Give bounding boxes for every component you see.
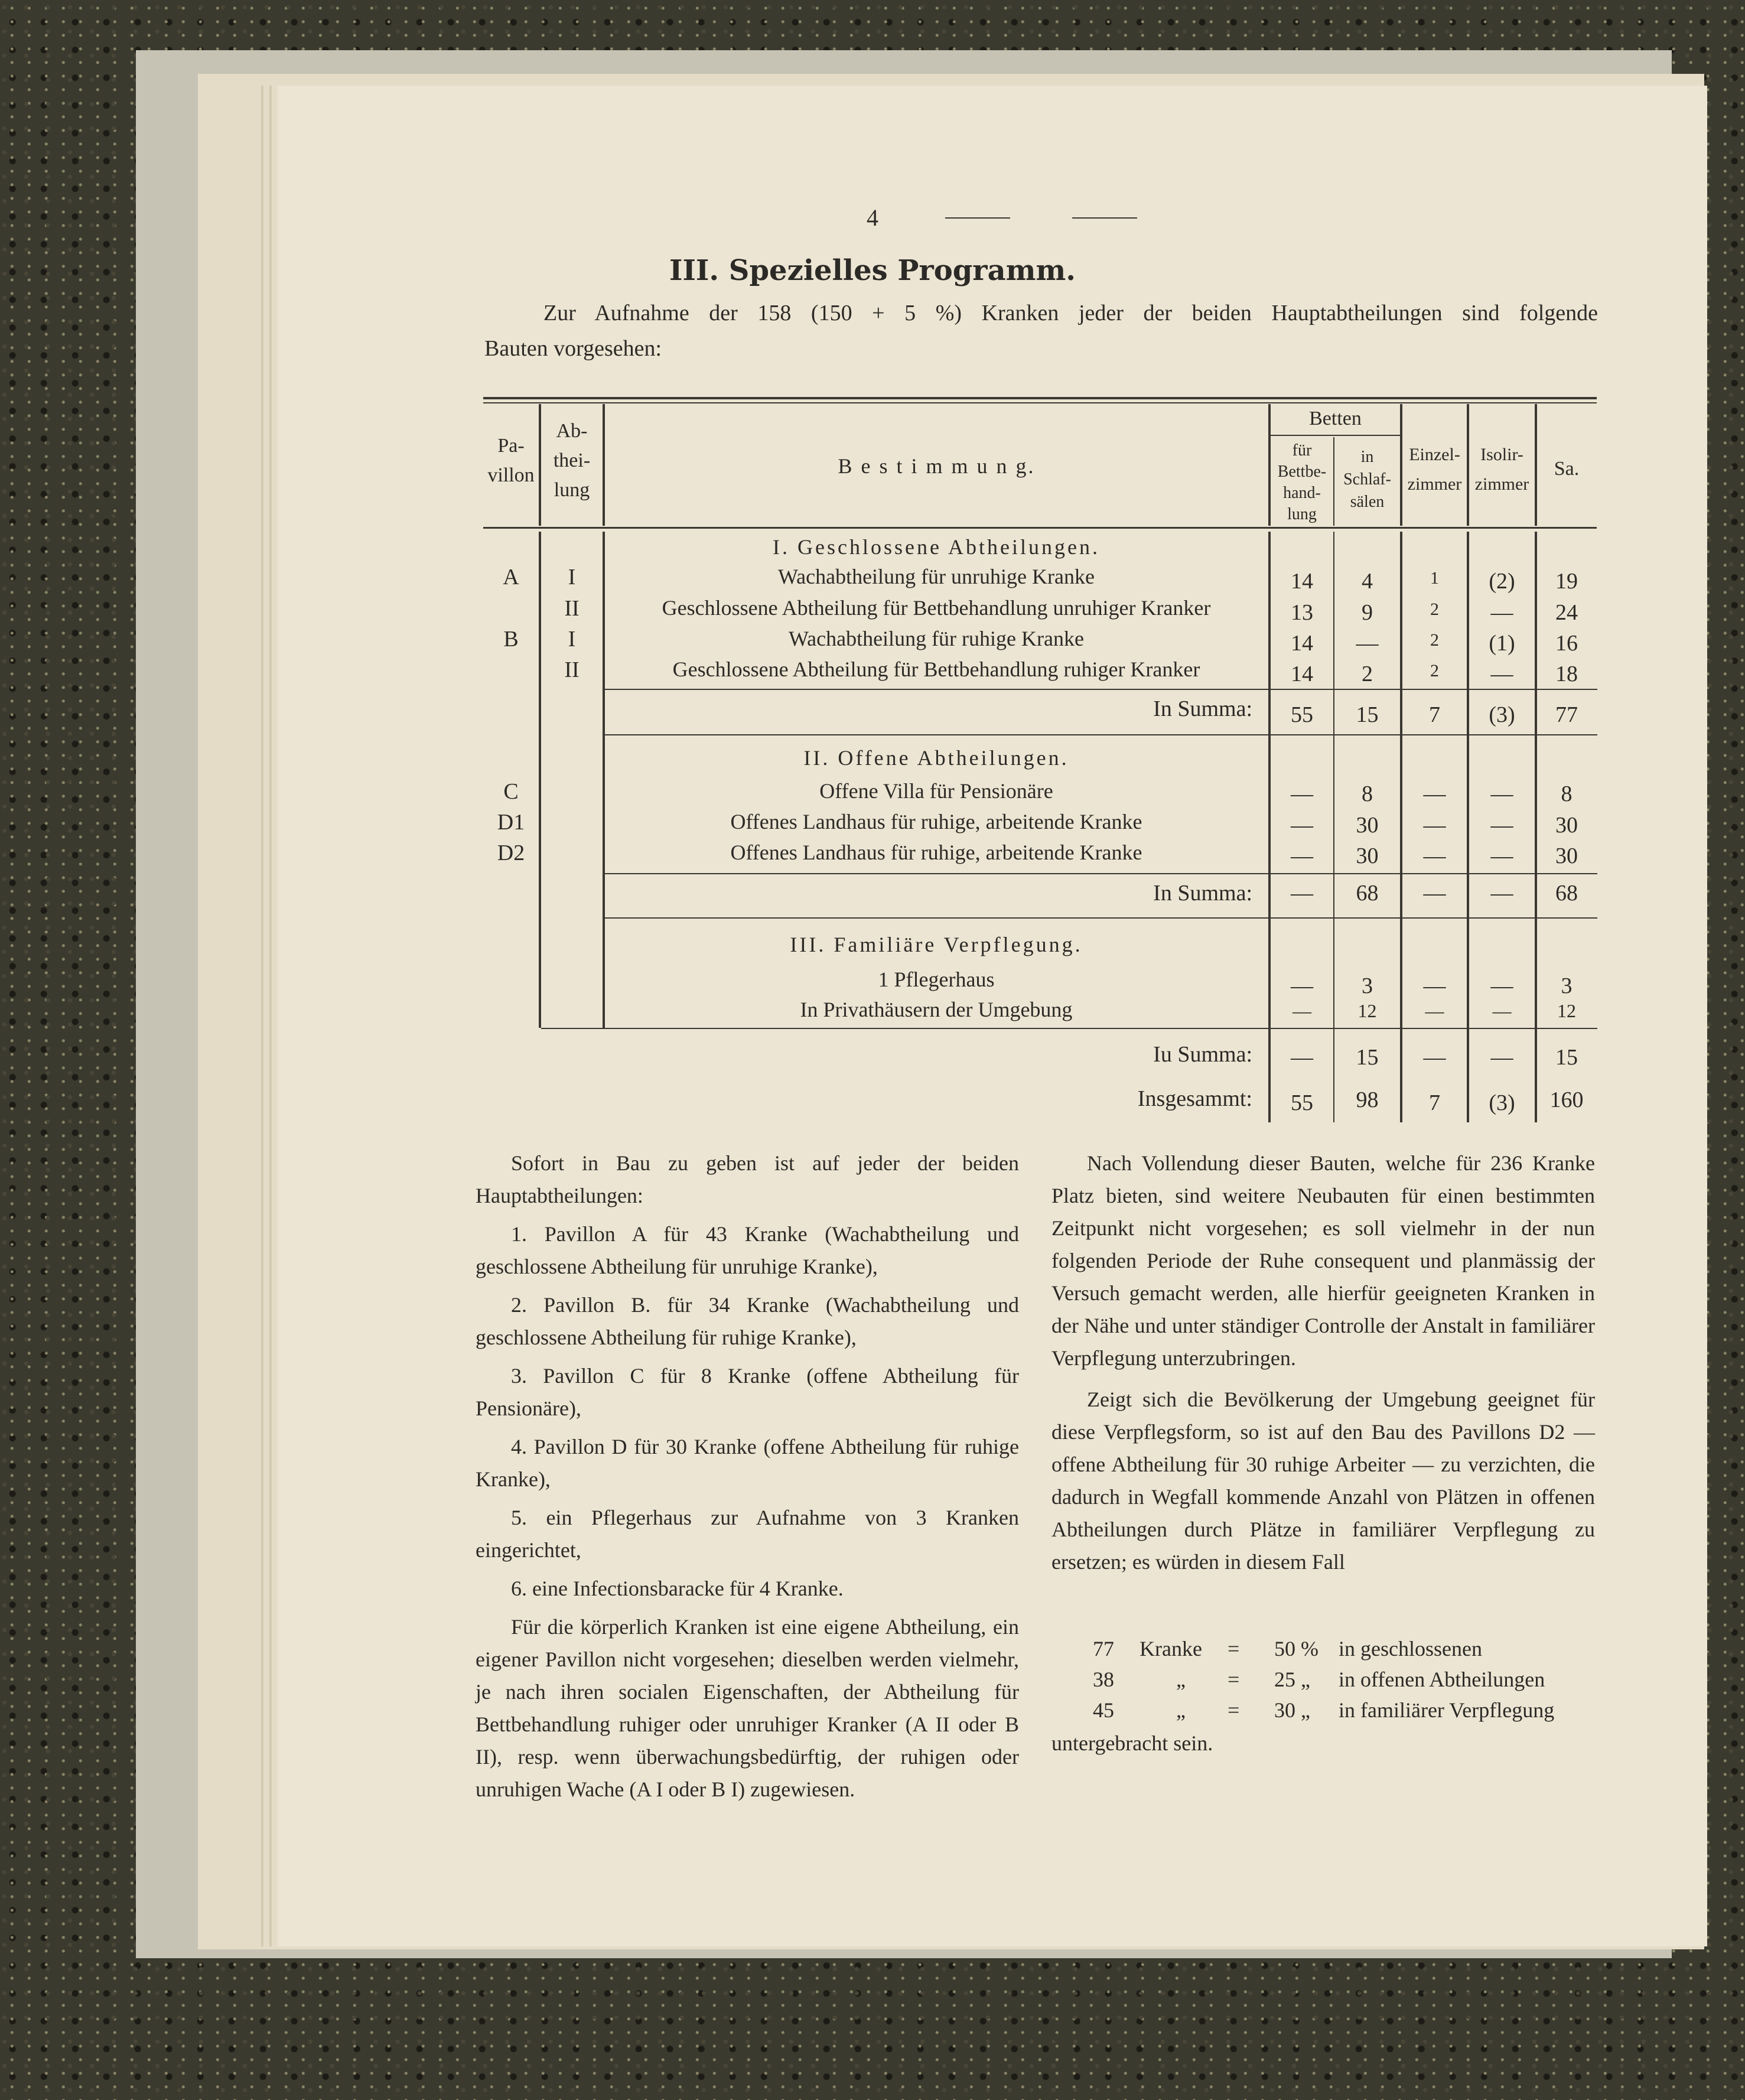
cell-bestimmung: Offenes Landhaus für ruhige, arbeitende Kranke [730,810,1142,834]
subtotal-isolir: — [1490,1045,1513,1070]
intro-line-1: Zur Aufnahme der 158 (150 + 5 %) Kranken jeder der beiden Hauptabtheilungen sind folgende [543,301,1598,325]
subtotal-rule [605,917,1597,919]
dist-pct: 50 % [1274,1637,1318,1661]
cell-sa: 30 [1555,844,1578,868]
grand-total-einzel: 7 [1429,1090,1440,1115]
right-paragraph-3: untergebracht sein. [1051,1731,1213,1755]
cell-bett: — [1291,813,1313,838]
cell-sa: 30 [1555,813,1578,838]
cell-bett: 14 [1291,631,1313,656]
subtotal-einzel: 7 [1429,702,1440,727]
left-paragraph-2: Für die körperlich Kranken ist eine eigene Abtheilung, ein eigener Pavillon nicht vorgesehen; dieselben werden vielmehr, je nach ihren socialen Eigenschaften, der Abtheilung für Bettbehandlung ruhiger oder unruhiger Kranker (A II oder B II), resp. wenn überwachungsbedürftig, der ruhigen oder unruhigen Wache (A I oder B I) zugewiesen. [476,1615,1019,1801]
cell-pavillon: D2 [497,841,525,865]
cell-bestimmung: Offenes Landhaus für ruhige, arbeitende Kranke [730,841,1142,864]
cell-abth: I [568,565,576,590]
list-item: 1. Pavillon A für 43 Kranke (Wachabtheilung und geschlossene Abtheilung für unruhige Kranke), [476,1222,1019,1278]
cell-schlaf: — [1356,631,1379,656]
dist-eq: = [1228,1698,1240,1722]
subtotal-sa: 15 [1555,1045,1578,1070]
subtotal-label: In Summa: [1153,881,1252,906]
cell-pavillon: D1 [497,810,525,835]
section-heading: III. Spezielles Programm. [669,254,1076,287]
cell-isolir: — [1490,662,1513,686]
cell-isolir: — [1490,813,1513,838]
dist-where: in offenen Abtheilungen [1339,1668,1545,1691]
subtotal-label: In Summa: [1153,696,1252,721]
subtotal-sa: 68 [1555,881,1578,906]
grand-total-sa: 160 [1549,1088,1584,1112]
cell-pavillon: A [503,565,519,590]
grand-total-schlaf: 98 [1356,1088,1379,1112]
subtotal-isolir: (3) [1489,702,1515,727]
cell-schlaf: 3 [1362,974,1373,998]
dist-unit: „ [1176,1668,1186,1691]
subtotal-bett: 55 [1291,702,1313,727]
dist-count: 77 [1093,1637,1114,1661]
subtotal-rule [605,689,1597,690]
subtotal-label: Iu Summa: [1153,1042,1252,1067]
subtotal-schlaf: 15 [1356,702,1379,727]
subtotal-einzel: — [1423,1045,1446,1070]
cell-isolir: (1) [1489,631,1515,656]
betten-underline [1270,435,1400,436]
cell-einzel: — [1423,974,1446,998]
grand-total-isolir: (3) [1489,1090,1515,1115]
subtotal-bett: — [1291,881,1313,906]
header-abtheilung: Ab- thei- lung [553,420,591,501]
header-betten: Betten [1309,408,1362,429]
cell-bestimmung: Wachabtheilung für ruhige Kranke [789,627,1084,650]
header-isolirzimmer: Isolir- zimmer [1474,445,1529,494]
right-paragraph-2: Zeigt sich die Bevölkerung der Umgebung geeignet für diese Verpflegsform, so ist auf den Bau des Pavillons D2 — offene Abtheilung für 30 ruhige Arbeiter — zu verzichten, die dadurch in Wegfall kommende Anzahl von Plätzen in offenen Abtheilungen durch Plätze in familiärer Verpflegung zu ersetzen; es würden in diesem Fall [1051,1388,1595,1574]
cell-bett: 13 [1291,600,1313,625]
subtotal-rule [605,734,1597,735]
section-title-1: I. Geschlossene Abtheilungen. [773,535,1100,559]
subtotal-bett: — [1291,1045,1313,1070]
cell-abth: I [568,627,576,652]
dist-pct: 25 „ [1274,1668,1310,1691]
header-bettbehandlung: für Bettbe- hand- lung [1277,441,1327,523]
cell-isolir: (2) [1489,569,1515,594]
cell-schlaf: 30 [1356,813,1379,838]
dist-count: 38 [1093,1668,1114,1691]
cell-pavillon: B [503,627,519,652]
cell-bett: — [1293,1000,1311,1021]
header-einzelzimmer: Einzel- zimmer [1407,445,1462,494]
subtotal-schlaf: 15 [1356,1045,1379,1070]
cell-schlaf: 12 [1357,1000,1377,1021]
cell-bestimmung: 1 Pflegerhaus [878,968,995,991]
distribution-row [1093,1636,1482,1661]
cell-bestimmung: Geschlossene Abtheilung für Bettbehandlung ruhiger Kranker [672,657,1200,681]
cell-bett: — [1291,974,1313,998]
cell-einzel: — [1425,1000,1444,1021]
dist-pct: 30 „ [1274,1698,1310,1722]
list-item: 2. Pavillon B. für 34 Kranke (Wachabtheilung und geschlossene Abtheilung für ruhige Kranke), [476,1293,1019,1349]
cell-einzel: — [1423,813,1446,838]
cell-bett: 14 [1291,569,1313,594]
dist-unit: Kranke [1140,1637,1202,1661]
cell-bestimmung: Geschlossene Abtheilung für Bettbehandlung unruhiger Kranker [662,596,1211,620]
dist-where: in familiärer Verpflegung [1339,1698,1555,1722]
cell-einzel: — [1423,782,1446,806]
subtotal-sa: 77 [1555,702,1578,727]
cell-sa: 12 [1557,1000,1576,1021]
table-top-rule [483,397,1597,399]
cell-einzel: 2 [1430,661,1439,681]
list-item: 3. Pavillon C für 8 Kranke (offene Abtheilung für Pensionäre), [476,1364,1019,1420]
intro-line-2: Bauten vorgesehen: [484,336,662,361]
cell-isolir: — [1490,782,1513,806]
cell-einzel: 1 [1430,568,1439,588]
section-title-2: II. Offene Abtheilungen. [803,746,1069,770]
subtotal-rule [605,873,1597,874]
cell-sa: 8 [1561,782,1573,806]
header-schlafsaelen: in Schlaf- sälen [1343,448,1391,511]
distribution-row [1093,1698,1554,1723]
cell-isolir: — [1490,844,1513,868]
grand-total-label: Insgesammt: [1137,1086,1252,1111]
cell-abth: II [564,596,580,621]
list-item: 5. ein Pflegerhaus zur Aufnahme von 3 Kranken eingerichtet, [476,1506,1019,1562]
cell-schlaf: 2 [1362,662,1373,686]
cell-isolir: — [1490,600,1513,625]
page-number-dash-right [1072,217,1137,219]
right-paragraph-1: Nach Vollendung dieser Bauten, welche für 236 Kranke Platz bieten, sind weitere Neubauten für einen bestimmten Zeitpunkt nicht vorgesehen; es soll vielmehr in der nun folgenden Periode der Ruhe consequent und planmässig der Versuch gemacht werden, alle hierfür geeigneten Kranken in der Nähe und unter ständiger Controlle der Anstalt in familiärer Verpflegung unterzubringen. [1051,1151,1595,1370]
subtotal-schlaf: 68 [1356,881,1379,906]
cell-einzel: — [1423,844,1446,868]
cell-isolir: — [1490,974,1513,998]
subtotal-einzel: — [1423,881,1446,906]
cell-bestimmung: Wachabtheilung für unruhige Kranke [778,565,1095,588]
cell-bett: — [1291,844,1313,868]
dist-eq: = [1228,1637,1240,1661]
list-item: 4. Pavillon D für 30 Kranke (offene Abtheilung für ruhige Kranke), [476,1435,1019,1491]
cell-isolir: — [1492,1000,1512,1021]
distribution-row [1093,1667,1545,1692]
cell-einzel: 2 [1430,630,1439,650]
cell-sa: 24 [1555,600,1578,625]
list-item: 6. eine Infectionsbaracke für 4 Kranke. [511,1577,844,1600]
dist-count: 45 [1093,1698,1114,1722]
subtotal-rule [541,1028,1597,1029]
cell-bestimmung: Offene Villa für Pensionäre [819,779,1053,803]
table-header-rule [483,527,1597,529]
table-top-rule-thin [483,402,1597,403]
page-number: 4 [867,204,878,231]
cell-bestimmung: In Privathäusern der Umgebung [800,998,1073,1021]
right-column [1051,1147,1595,1584]
dist-eq: = [1228,1668,1240,1691]
cell-sa: 3 [1561,974,1573,998]
section-title-3: III. Familiäre Verpflegung. [790,933,1083,956]
cell-sa: 19 [1555,569,1578,594]
cell-sa: 16 [1555,631,1578,656]
cell-bett: 14 [1291,662,1313,686]
cell-schlaf: 9 [1362,600,1373,625]
header-pavillon: Pa- villon [487,435,535,486]
left-column [476,1147,1019,1812]
cell-schlaf: 30 [1356,844,1379,868]
cell-sa: 18 [1555,662,1578,686]
cell-schlaf: 8 [1362,782,1373,806]
cell-einzel: 2 [1430,600,1439,619]
cell-schlaf: 4 [1362,569,1373,594]
subtotal-isolir: — [1490,881,1513,906]
header-bestimmung: B e s t i m m u n g. [838,454,1036,478]
header-summe: Sa. [1554,458,1580,480]
dist-unit: „ [1176,1698,1186,1722]
cell-pavillon: C [503,779,519,804]
left-paragraph-1: Sofort in Bau zu geben ist auf jeder der beiden Hauptabtheilungen: [476,1151,1019,1207]
cell-abth: II [564,657,580,682]
dist-where: in geschlossenen [1339,1637,1482,1661]
grand-total-bett: 55 [1291,1090,1313,1115]
col-rule [603,532,605,1028]
cell-bett: — [1291,782,1313,806]
